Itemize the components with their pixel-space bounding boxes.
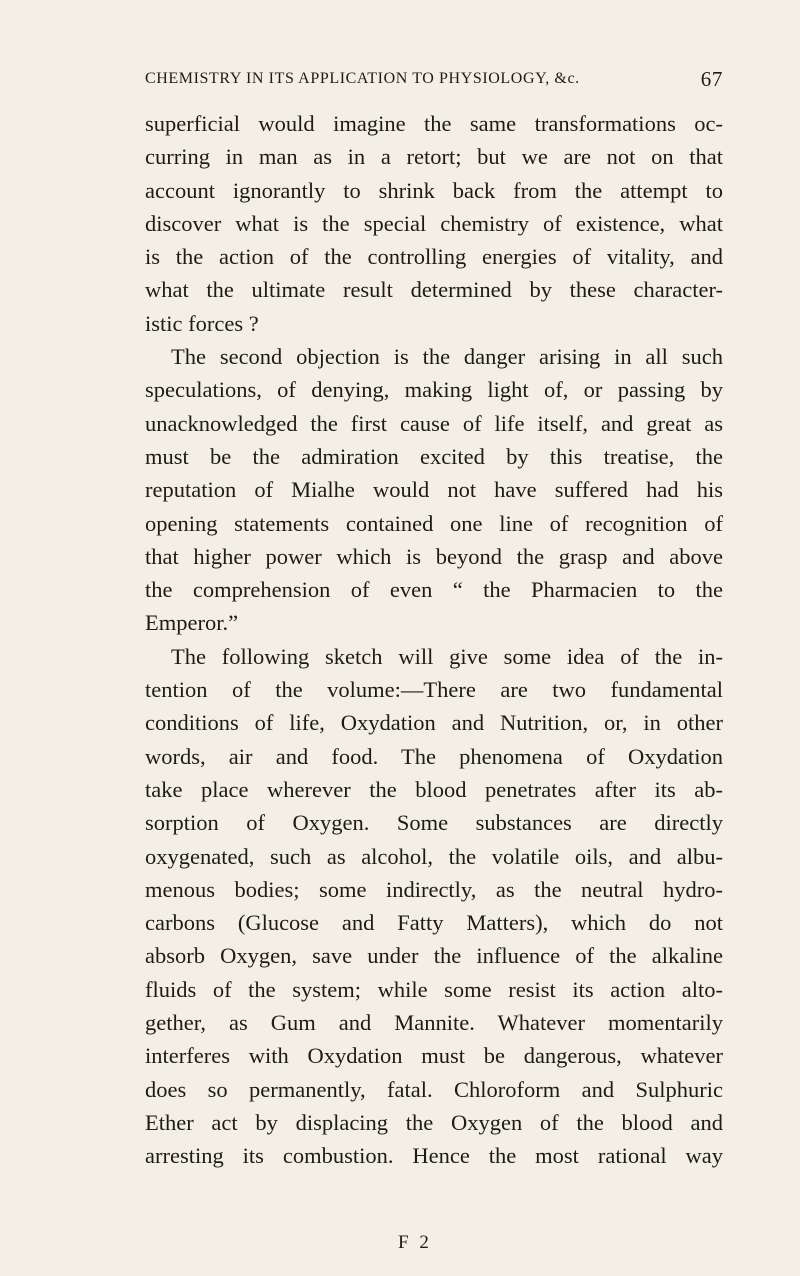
text-line: curring in man as in a retort; but we are not on that [145, 144, 723, 170]
text-line: absorb Oxygen, save under the influence of the alkaline [145, 943, 723, 969]
paragraph-end-line: Emperor.” [145, 610, 239, 636]
text-line: interferes with Oxydation must be dangerous, whatever [145, 1043, 723, 1069]
text-line: reputation of Mialhe would not have suffered had his [145, 477, 723, 503]
text-line: must be the admiration excited by this treatise, the [145, 443, 723, 469]
text-line: take place wherever the blood penetrates after its ab- [145, 776, 723, 802]
paragraph-end-line: istic forces ? [145, 310, 259, 336]
text-line: carbons (Glucose and Fatty Matters), which do not [145, 910, 723, 936]
text-line: account ignorantly to shrink back from the attempt to [145, 177, 723, 203]
text-line: that higher power which is beyond the grasp and above [145, 543, 723, 569]
text-line: menous bodies; some indirectly, as the neutral hydro- [145, 876, 723, 902]
text-line: fluids of the system; while some resist its action alto- [145, 976, 723, 1002]
text-line: words, air and food. The phenomena of Oxydation [145, 743, 723, 769]
text-line: discover what is the special chemistry of existence, what [145, 210, 723, 236]
page-number: 67 [700, 67, 723, 91]
text-line: arresting its combustion. Hence the most rational way [145, 1143, 723, 1169]
text-line: sorption of Oxygen. Some substances are directly [145, 810, 723, 836]
text-line: the comprehension of even “ the Pharmacien to the [145, 577, 723, 603]
paragraph-start-line: The second objection is the danger arising in all such [171, 344, 723, 370]
signature-mark: F 2 [398, 1232, 432, 1253]
text-line: opening statements contained one line of recognition of [145, 510, 723, 536]
text-line: superficial would imagine the same transformations oc- [145, 111, 723, 136]
text-line: does so permanently, fatal. Chloroform and Sulphuric [145, 1076, 723, 1102]
text-line: Ether act by displacing the Oxygen of the blood and [145, 1109, 723, 1135]
running-title: CHEMISTRY IN ITS APPLICATION TO PHYSIOLOGY, &c. [145, 70, 580, 87]
text-line: conditions of life, Oxydation and Nutrition, or, in other [145, 710, 723, 736]
text-line: gether, as Gum and Mannite. Whatever momentarily [145, 1010, 723, 1036]
text-line: is the action of the controlling energies of vitality, and [145, 244, 723, 270]
body-text [145, 107, 723, 1173]
running-head [145, 67, 723, 96]
text-line: oxygenated, such as alcohol, the volatile oils, and albu- [145, 843, 723, 869]
text-line: unacknowledged the first cause of life itself, and great as [145, 410, 723, 436]
paragraph-start-line: The following sketch will give some idea of the in- [171, 643, 723, 669]
text-line: what the ultimate result determined by these character- [145, 277, 723, 303]
text-line: tention of the volume:—There are two fundamental [145, 677, 723, 703]
text-line: speculations, of denying, making light of, or passing by [145, 377, 723, 403]
